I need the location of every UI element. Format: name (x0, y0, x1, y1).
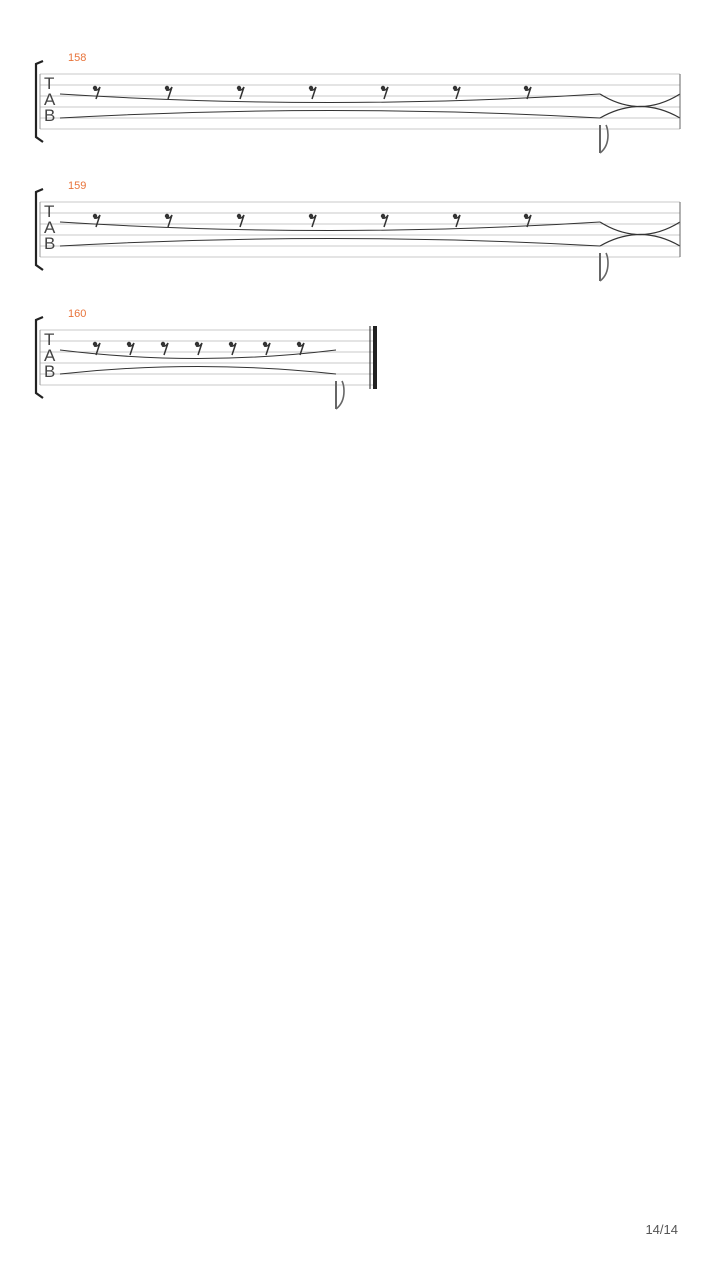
eighth-rest (165, 214, 172, 227)
tie-curve (600, 107, 680, 119)
eighth-rest (229, 342, 236, 355)
slur-curve-lower (60, 239, 600, 247)
tab-clef-letter: B (44, 106, 56, 125)
eighth-rest (195, 342, 202, 355)
final-barline-thick (373, 326, 377, 389)
eighth-rest (237, 214, 244, 227)
slur-curve-lower (60, 111, 600, 119)
eighth-rest (381, 86, 388, 99)
tab-clef-letter: A (44, 90, 56, 109)
slur-curve-upper (60, 222, 600, 231)
eighth-rest (165, 86, 172, 99)
tab-staff-3 (0, 256, 720, 416)
tab-clef-letter: T (44, 202, 55, 221)
tab-clef-letter: A (44, 346, 56, 365)
eighth-rest (381, 214, 388, 227)
eighth-rest (309, 214, 316, 227)
page-number: 14/14 (645, 1222, 678, 1237)
eighth-rest (297, 342, 304, 355)
tab-clef-letter: A (44, 218, 56, 237)
tab-clef-letter: B (44, 234, 56, 253)
measure-number: 160 (68, 308, 87, 320)
eighth-rest (263, 342, 270, 355)
eighth-rest (93, 214, 100, 227)
eighth-rest (524, 214, 531, 227)
measure-number: 159 (68, 180, 87, 192)
slur-curve-upper (60, 94, 600, 103)
eighth-rest (453, 86, 460, 99)
eighth-rest (93, 86, 100, 99)
eighth-rest (93, 342, 100, 355)
eighth-rest (161, 342, 168, 355)
eighth-rest (237, 86, 244, 99)
eighth-rest (309, 86, 316, 99)
eighth-rest (127, 342, 134, 355)
tab-clef-letter: T (44, 74, 55, 93)
eighth-rest (453, 214, 460, 227)
tab-clef-letter: B (44, 362, 56, 381)
measure-number: 158 (68, 52, 87, 64)
slur-curve-lower (60, 367, 336, 375)
tie-curve (600, 235, 680, 247)
eighth-rest (524, 86, 531, 99)
tab-clef-letter: T (44, 330, 55, 349)
